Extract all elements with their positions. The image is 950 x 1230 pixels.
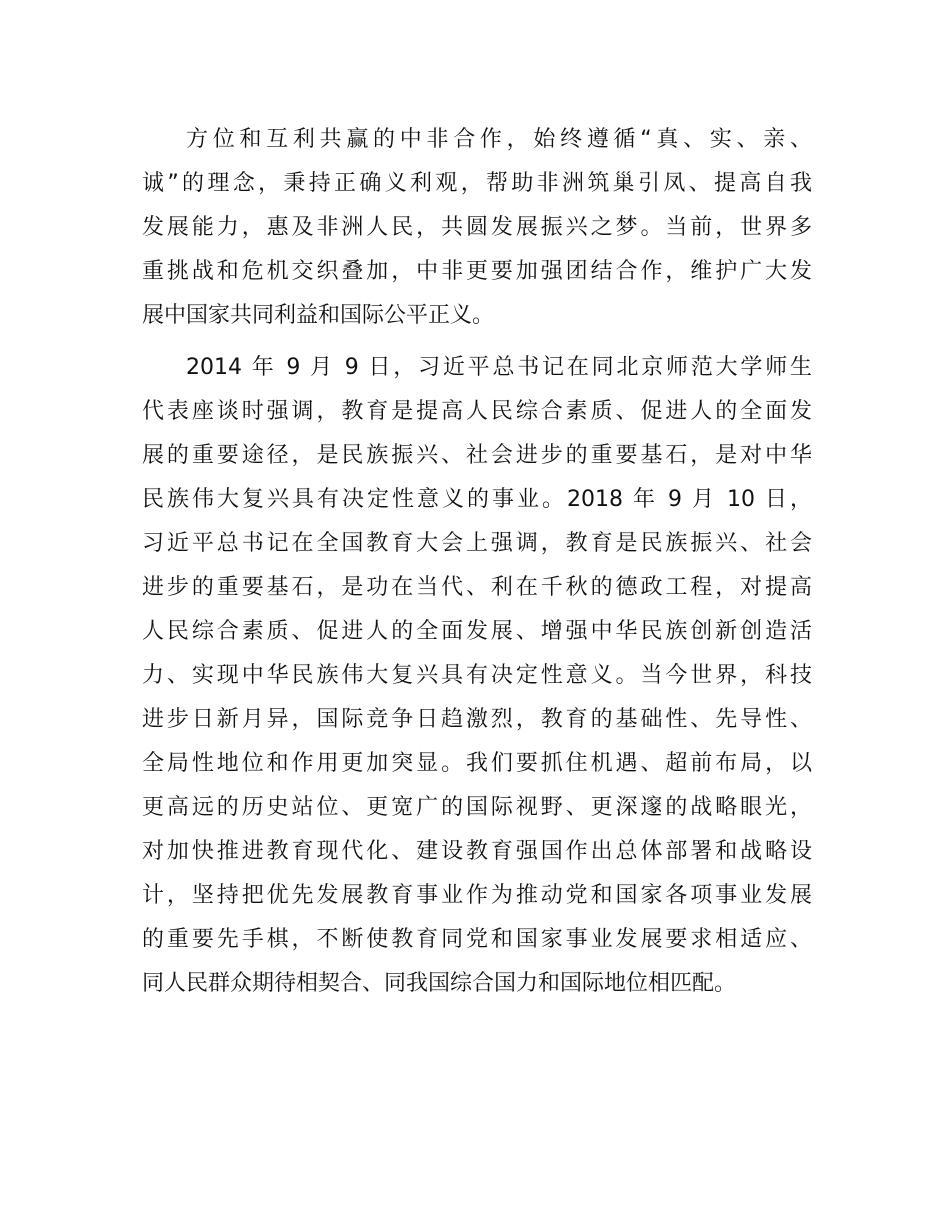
text-line: 展中国家共同利益和国际公平正义。 <box>142 303 495 328</box>
text-line: 方位和互利共赢的中非合作，始终遵循“真、实、亲、 <box>186 127 812 152</box>
text-line: 进步的重要基石，是功在当代、利在千秋的德政工程，对提高 <box>142 575 812 600</box>
text-line: 重挑战和危机交织叠加，中非更要加强团结合作，维护广大发 <box>142 259 812 284</box>
text-line: 发展能力，惠及非洲人民，共圆发展振兴之梦。当前，世界多 <box>142 215 812 240</box>
text-line: 更高远的历史站位、更宽广的国际视野、更深邃的战略眼光， <box>142 795 812 820</box>
text-line: 民族伟大复兴具有决定性意义的事业。2018 年 9 月 10 日， <box>142 487 812 512</box>
text-line: 全局性地位和作用更加突显。我们要抓住机遇、超前布局，以 <box>142 751 812 776</box>
paragraph-1 <box>142 118 812 338</box>
text-line: 2014 年 9 月 9 日，习近平总书记在同北京师范大学师生 <box>186 355 812 380</box>
text-line: 人民综合素质、促进人的全面发展、增强中华民族创新创造活 <box>142 619 812 644</box>
text-line: 力、实现中华民族伟大复兴具有决定性意义。当今世界，科技 <box>142 663 812 688</box>
paragraph-2 <box>142 346 812 1006</box>
text-line: 进步日新月异，国际竞争日趋激烈，教育的基础性、先导性、 <box>142 707 812 732</box>
text-line: 同人民群众期待相契合、同我国综合国力和国际地位相匹配。 <box>142 971 737 996</box>
paragraph-spacer <box>142 338 812 346</box>
text-line: 展的重要途径，是民族振兴、社会进步的重要基石，是对中华 <box>142 443 812 468</box>
text-line: 习近平总书记在全国教育大会上强调，教育是民族振兴、社会 <box>142 531 812 556</box>
document-page <box>142 118 812 1006</box>
text-line: 对加快推进教育现代化、建设教育强国作出总体部署和战略设 <box>142 839 812 864</box>
text-line: 代表座谈时强调，教育是提高人民综合素质、促进人的全面发 <box>142 399 812 424</box>
text-line: 诚”的理念，秉持正确义利观，帮助非洲筑巢引凤、提高自我 <box>142 171 812 196</box>
text-line: 的重要先手棋，不断使教育同党和国家事业发展要求相适应、 <box>142 927 812 952</box>
text-line: 计，坚持把优先发展教育事业作为推动党和国家各项事业发展 <box>142 883 812 908</box>
